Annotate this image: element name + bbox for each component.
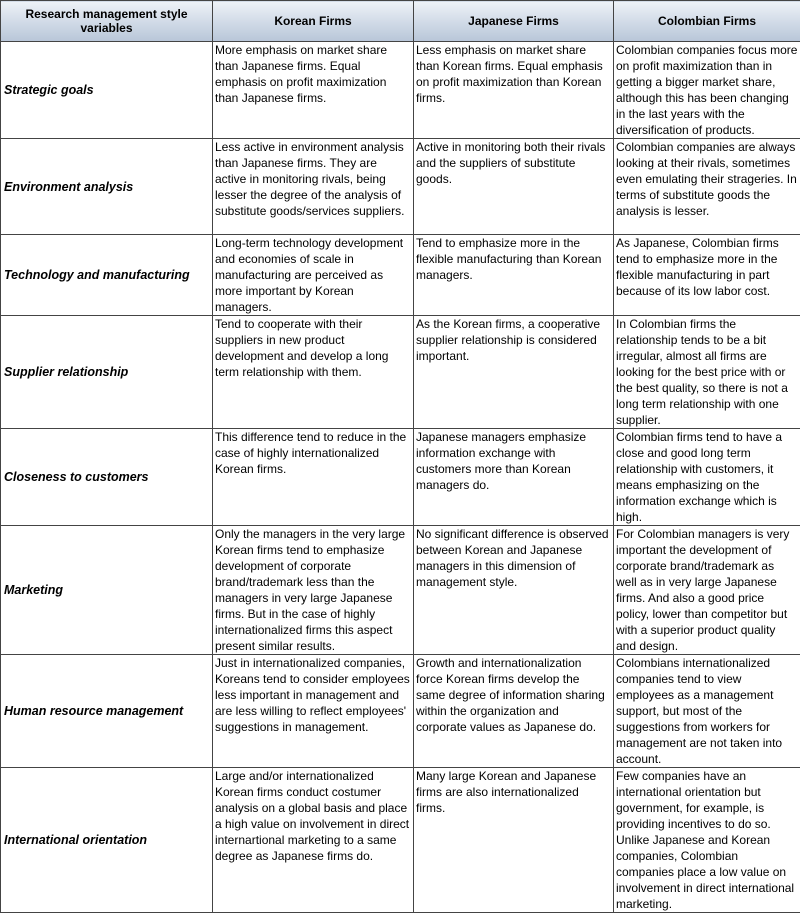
table-row bbox=[1, 139, 800, 235]
header-japanese-firms: Japanese Firms bbox=[414, 1, 614, 42]
japanese-cell: Tend to emphasize more in the flexible manufacturing than Korean managers. bbox=[414, 235, 614, 316]
row-label: Closeness to customers bbox=[1, 429, 213, 526]
colombian-cell: Colombian companies focus more on profit maximization than in getting a bigger market share, although this has been changing in the last years with the diversification of products. bbox=[614, 42, 800, 139]
table-row bbox=[1, 429, 800, 526]
row-label: Technology and manufacturing bbox=[1, 235, 213, 316]
japanese-cell: Less emphasis on market share than Korean firms. Equal emphasis on profit maximization than Korean firms. bbox=[414, 42, 614, 139]
header-variables: Research management style variables bbox=[1, 1, 213, 42]
korean-cell: Large and/or internationalized Korean firms conduct costumer analysis on a global basis and place a high value on involvement in direct internartional marketing to a same degree as Japanese firms do. bbox=[213, 768, 414, 913]
korean-cell: Only the managers in the very large Korean firms tend to emphasize development of corporate brand/trademark less than the managers in very large Japanese firms. But in the case of highly internationalized firms this aspect present similar results. bbox=[213, 526, 414, 655]
table-row bbox=[1, 526, 800, 655]
colombian-cell: For Colombian managers is very important the development of corporate brand/trademark as well as in very large Japanese firms. And also a good price policy, lower than competitor but with a superior product quality and design. bbox=[614, 526, 800, 655]
colombian-cell: Colombian companies are always looking at their rivals, sometimes even emulating their strageries. In terms of substitute goods the analysis is lesser. bbox=[614, 139, 800, 235]
header-korean-firms: Korean Firms bbox=[213, 1, 414, 42]
row-label: Marketing bbox=[1, 526, 213, 655]
table-row bbox=[1, 316, 800, 429]
colombian-cell: In Colombian firms the relationship tends to be a bit irregular, almost all firms are looking for the best price with or the best quality, so there is not a long term relationship with one supplier. bbox=[614, 316, 800, 429]
table-row bbox=[1, 42, 800, 139]
row-label: International orientation bbox=[1, 768, 213, 913]
header-row bbox=[1, 1, 800, 42]
table-row bbox=[1, 235, 800, 316]
japanese-cell: No significant difference is observed between Korean and Japanese managers in this dimension of management style. bbox=[414, 526, 614, 655]
header-colombian-firms: Colombian Firms bbox=[614, 1, 800, 42]
table-row bbox=[1, 768, 800, 913]
korean-cell: Less active in environment analysis than Japanese firms. They are active in monitoring rivals, being lesser the degree of the analysis of substitute goods/services suppliers. bbox=[213, 139, 414, 235]
row-label: Strategic goals bbox=[1, 42, 213, 139]
colombian-cell: Colombians internationalized companies tend to view employees as a management support, but most of the suggestions from workers for management are not taken into account. bbox=[614, 655, 800, 768]
japanese-cell: Growth and internationalization force Korean firms develop the same degree of information sharing within the organization and corporate values as Japanese do. bbox=[414, 655, 614, 768]
colombian-cell: Colombian firms tend to have a close and good long term relationship with customers, it means emphasizing on the information exchange which is high. bbox=[614, 429, 800, 526]
japanese-cell: As the Korean firms, a cooperative supplier relationship is considered important. bbox=[414, 316, 614, 429]
row-label: Human resource management bbox=[1, 655, 213, 768]
korean-cell: Tend to cooperate with their suppliers in new product development and develop a long term relationship with them. bbox=[213, 316, 414, 429]
korean-cell: Long-term technology development and economies of scale in manufacturing are perceived as more important by Korean managers. bbox=[213, 235, 414, 316]
row-label: Supplier relationship bbox=[1, 316, 213, 429]
japanese-cell: Many large Korean and Japanese firms are also internationalized firms. bbox=[414, 768, 614, 913]
colombian-cell: As Japanese, Colombian firms tend to emphasize more in the flexible manufacturing in part because of its low labor cost. bbox=[614, 235, 800, 316]
korean-cell: More emphasis on market share than Japanese firms. Equal emphasis on profit maximization than Japanese firms. bbox=[213, 42, 414, 139]
korean-cell: Just in internationalized companies, Koreans tend to consider employees less important in management and are less willing to reflect employees' suggestions in management. bbox=[213, 655, 414, 768]
row-label: Environment analysis bbox=[1, 139, 213, 235]
colombian-cell: Few companies have an international orientation but government, for example, is providing incentives to do so. Unlike Japanese and Korean companies, Colombian companies place a low value on involvement in direct international marketing. bbox=[614, 768, 800, 913]
table-row bbox=[1, 655, 800, 768]
korean-cell: This difference tend to reduce in the case of highly internationalized Korean firms. bbox=[213, 429, 414, 526]
japanese-cell: Active in monitoring both their rivals and the suppliers of substitute goods. bbox=[414, 139, 614, 235]
japanese-cell: Japanese managers emphasize information exchange with customers more than Korean managers do. bbox=[414, 429, 614, 526]
